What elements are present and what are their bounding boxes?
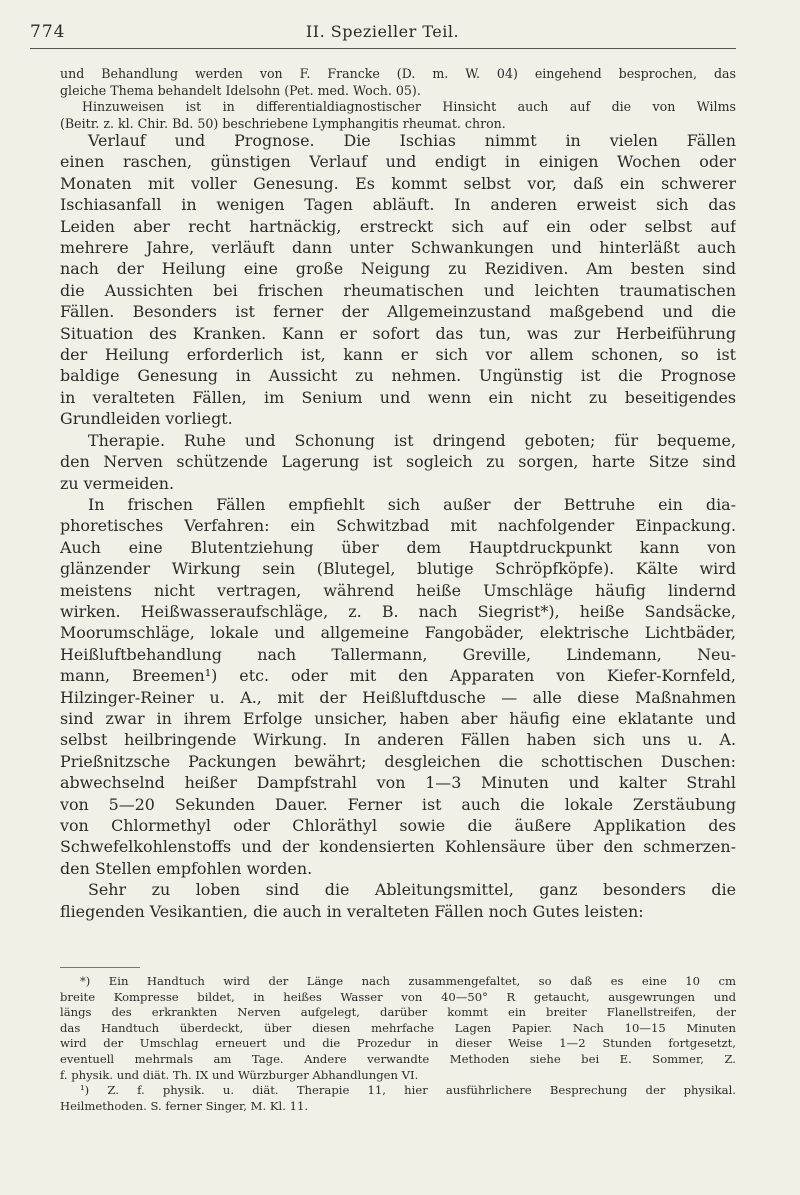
text-line: Grundleiden vorliegt.	[60, 409, 233, 429]
text-line: in veralteten Fällen, im Senium und wenn ein nicht zu beseitigendes	[60, 387, 736, 407]
text-line: von Chlormethyl oder Chloräthyl sowie die äußere Applikation des	[60, 816, 736, 835]
text-line: baldige Genesung in Aussicht zu nehmen. Ungünstig ist die Prognose	[60, 366, 736, 386]
text-line: zu vermeiden.	[60, 473, 175, 493]
intro-paragraph	[60, 66, 736, 132]
footnote-line: *) Ein Handtuch wird der Länge nach zusammengefaltet, so daß es eine 10 cm	[80, 974, 736, 988]
text-line: meistens nicht vertragen, während heiße Umschläge häufig lindernd	[60, 580, 736, 600]
text-line: einen raschen, günstigen Verlauf und endigt in einigen Wochen oder	[60, 152, 736, 172]
text-line: wirken. Heißwasseraufschläge, z. B. nach Siegrist*), heiße Sandsäcke,	[60, 601, 736, 621]
header-rule	[30, 48, 736, 49]
footnote-line: Heilmethoden. S. ferner Singer, M. Kl. 11.	[60, 1098, 309, 1113]
text-line: glänzender Wirkung sein (Blutegel, blutige Schröpfköpfe). Kälte wird	[60, 559, 736, 579]
footnote-line: breite Kompresse bildet, in heißes Wasser von 40—50° R getaucht, ausgewrungen und	[60, 989, 736, 1004]
text-line: phoretisches Verfahren: ein Schwitzbad mit nachfolgender Einpackung.	[60, 516, 736, 536]
intro-line: (Beitr. z. kl. Chir. Bd. 50) beschriebene Lymphangitis rheumat. chron.	[60, 115, 506, 131]
text-line: sind zwar in ihrem Erfolge unsicher, haben aber häufig eine eklatante und	[60, 708, 736, 728]
footnotes	[60, 974, 736, 1114]
text-line: Verlauf und Prognose. Die Ischias nimmt in vielen Fällen	[88, 131, 736, 150]
footnote-line: ¹) Z. f. physik. u. diät. Therapie 11, hier ausführlichere Besprechung der physikal.	[80, 1083, 736, 1098]
text-line: Heißluftbehandlung nach Tallermann, Greville, Lindemann, Neu-	[60, 644, 736, 664]
text-line: den Nerven schützende Lagerung ist sogleich zu sorgen, harte Sitze sind	[60, 452, 736, 472]
text-line: mann, Breemen¹) etc. oder mit den Apparaten von Kiefer-Kornfeld,	[60, 666, 736, 686]
text-line: Auch eine Blutentziehung über dem Hauptdruckpunkt kann von	[60, 537, 736, 557]
text-line: den Stellen empfohlen worden.	[60, 858, 313, 878]
text-line: fliegenden Vesikantien, die auch in veralteten Fällen noch Gutes leisten:	[60, 901, 644, 921]
text-line: Schwefelkohlenstoffs und der kondensierten Kohlensäure über den schmerzen-	[60, 837, 736, 857]
text-line: In frischen Fällen empfiehlt sich außer der Bettruhe ein dia-	[88, 494, 736, 514]
text-line: abwechselnd heißer Dampfstrahl von 1—3 Minuten und kalter Strahl	[60, 773, 736, 793]
footnote-line: wird der Umschlag erneuert und die Prozedur in dieser Weise 1—2 Stunden fortgesetzt,	[60, 1036, 736, 1051]
text-line: der Heilung erforderlich ist, kann er sich vor allem schonen, so ist	[60, 345, 736, 365]
text-line: Leiden aber recht hartnäckig, erstreckt sich auf ein oder selbst auf	[60, 216, 736, 236]
text-line: Therapie. Ruhe und Schonung ist dringend geboten; für bequeme,	[88, 430, 736, 450]
text-line: von 5—20 Sekunden Dauer. Ferner ist auch die lokale Zerstäubung	[60, 794, 736, 814]
text-line: mehrere Jahre, verläuft dann unter Schwankungen und hinterläßt auch	[60, 238, 736, 258]
text-line: Sehr zu loben sind die Ableitungsmittel, ganz besonders die	[88, 880, 736, 900]
footnote-line: f. physik. und diät. Th. IX und Würzburger Abhandlungen VI.	[60, 1067, 419, 1082]
footnote-separator	[60, 967, 140, 968]
text-line: Hilzinger-Reiner u. A., mit der Heißluftdusche — alle diese Maßnahmen	[60, 687, 736, 707]
text-line: Ischiasanfall in wenigen Tagen abläuft. In anderen erweist sich das	[60, 195, 736, 215]
text-line: Moorumschläge, lokale und allgemeine Fangobäder, elektrische Lichtbäder,	[60, 623, 736, 643]
text-line: Fällen. Besonders ist ferner der Allgemeinzustand maßgebend und die	[60, 302, 736, 322]
text-line: nach der Heilung eine große Neigung zu Rezidiven. Am besten sind	[60, 259, 736, 279]
text-line: die Aussichten bei frischen rheumatischen und leichten traumatischen	[60, 280, 736, 300]
intro-line: gleiche Thema behandelt Idelsohn (Pet. med. Woch. 05).	[60, 82, 421, 98]
footnote-line: längs des erkrankten Nerven aufgelegt, darüber kommt ein breiter Flanellstreifen, der	[60, 1005, 736, 1020]
footnote-line: eventuell mehrmals am Tage. Andere verwandte Methoden siehe bei E. Sommer, Z.	[60, 1051, 736, 1066]
intro-line: Hinzuweisen ist in differentialdiagnostischer Hinsicht auch auf die von Wilms	[82, 99, 736, 114]
text-line: Monaten mit voller Genesung. Es kommt selbst vor, daß ein schwerer	[60, 173, 736, 193]
text-line: selbst heilbringende Wirkung. In anderen Fällen haben sich uns u. A.	[60, 730, 736, 750]
main-text	[60, 130, 736, 922]
page-header	[30, 22, 735, 48]
intro-line: und Behandlung werden von F. Francke (D. m. W. 04) eingehend besprochen, das	[60, 66, 736, 81]
footnote-line: das Handtuch überdeckt, über diesen mehrfache Lagen Papier. Nach 10—15 Minuten	[60, 1020, 736, 1035]
page-number: 774	[30, 22, 66, 42]
text-line: Situation des Kranken. Kann er sofort das tun, was zur Herbeiführung	[60, 323, 736, 343]
text-line: Prießnitzsche Packungen bewährt; desgleichen die schottischen Duschen:	[60, 751, 736, 771]
running-head: II. Spezieller Teil.	[305, 22, 460, 41]
